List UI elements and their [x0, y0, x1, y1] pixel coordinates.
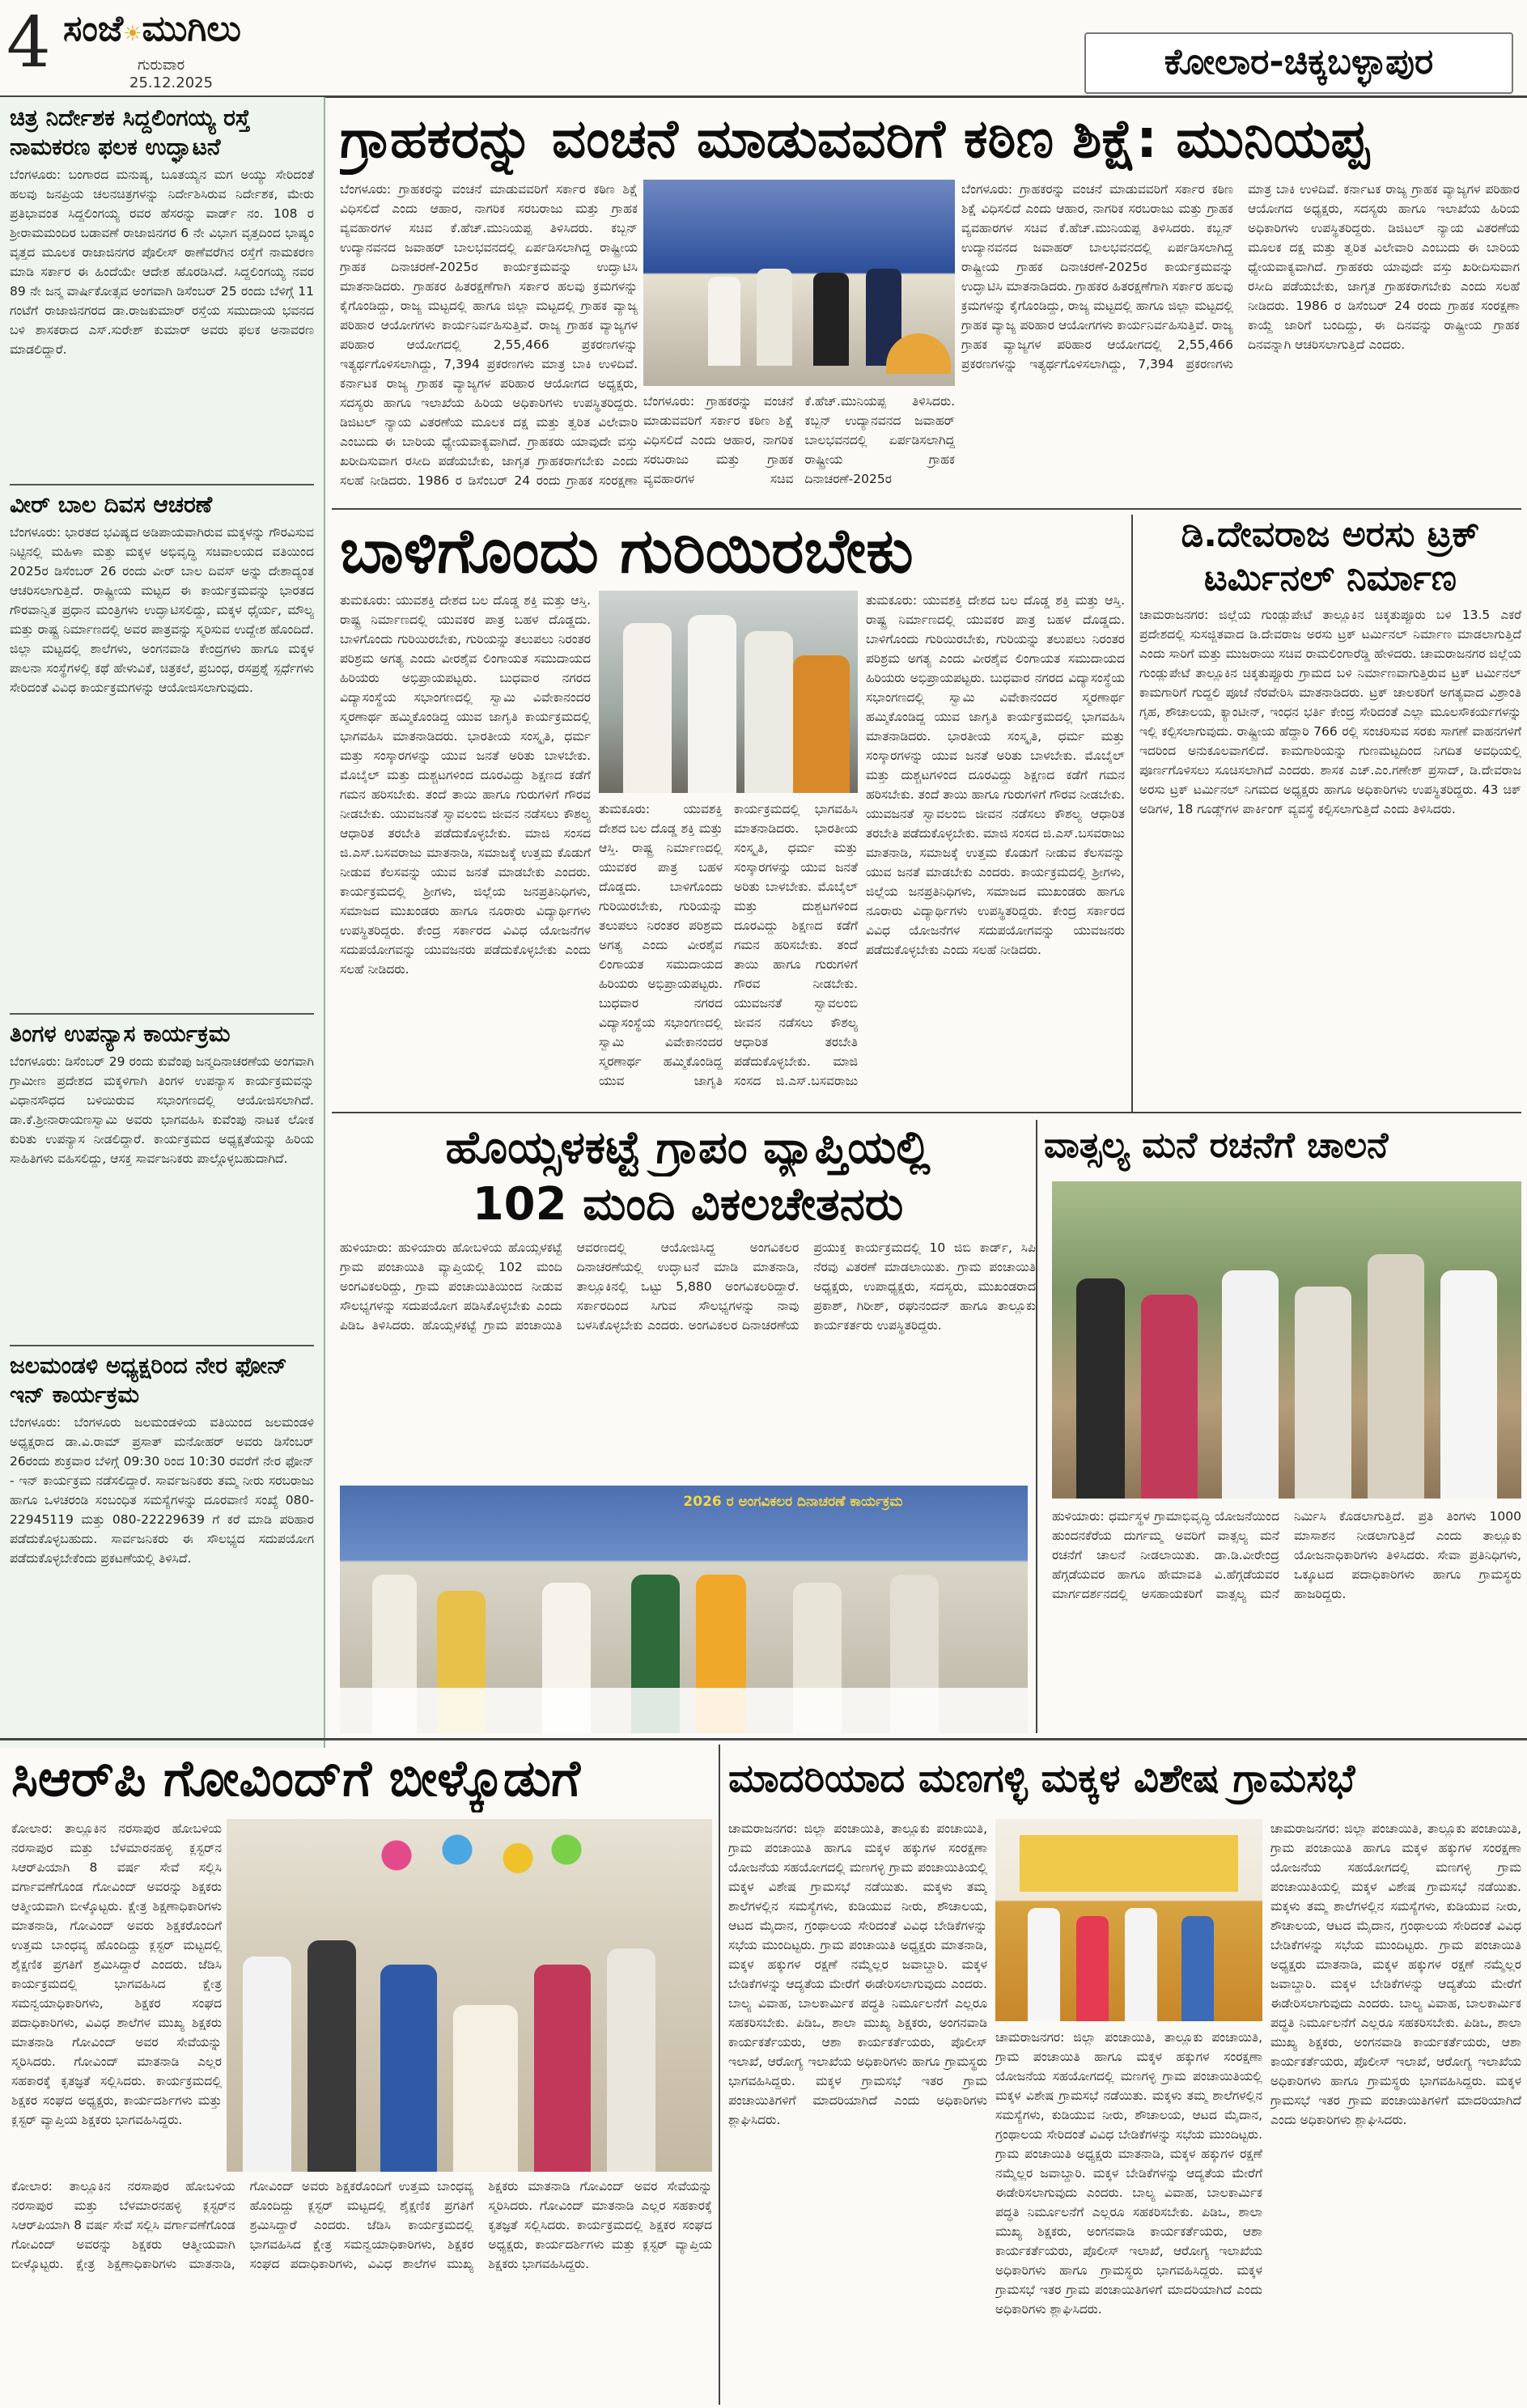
brief-body-3: ಬೆಂಗಳೂರು: ಡಿಸೆಂಬರ್ 29 ರಂದು ಕುವೆಂಪು ಜನ್ಮದಿನಾಚರಣೆಯ ಅಂಗವಾಗಿ ಗ್ರಾಮೀಣ ಪ್ರದೇಶದ ಮಕ್ಕಳಿಗಾಗಿ ತಿಂಗಳ ಉಪನ್ಯಾಸ ಕಾರ್ಯಕ್ರಮವನ್ನು ವಿಧಾನಸೌಧದ ಬಳಿಯಿರುವ ಸಭಾಂಗಣದಲ್ಲಿ ಆಯೋಜಿಸಲಾಗಿದೆ. ಡಾ.ಕೆ.ಶ್ರೀನಾರಾಯಣಸ್ವಾಮಿ ಅವರು ಭಾಗವಹಿಸಿ ಕುವೆಂಪು ನಾಟಕ ಲೋಕ ಕುರಿತು ಉಪನ್ಯಾಸ ನೀಡಲಿದ್ದಾರೆ. ಕಾರ್ಯಕ್ರಮದ ಅಧ್ಯಕ್ಷತೆಯನ್ನು ಹಿರಿಯ ಸಾಹಿತಿಗಳು ವಹಿಸಲಿದ್ದು, ಆಸಕ್ತ ಸಾರ್ವಜನಿಕರು ಪಾಲ್ಗೊಳ್ಳಬಹುದಾಗಿದೆ. — [10, 1054, 314, 1166]
photo-person — [1181, 1916, 1214, 2021]
article-2-body-col2: ತುಮಕೂರು: ಯುವಶಕ್ತಿ ದೇಶದ ಬಲ ದೊಡ್ಡ ಶಕ್ತಿ ಮತ್ತು ಆಸ್ತಿ. ರಾಷ್ಟ್ರ ನಿರ್ಮಾಣದಲ್ಲಿ ಯುವಕರ ಪಾತ್ರ ಬಹಳ ದೊಡ್ಡದು. ಬಾಳಿಗೊಂದು ಗುರಿಯಿರಬೇಕು, ಗುರಿಯನ್ನು ತಲುಪಲು ನಿರಂತರ ಪರಿಶ್ರಮ ಅಗತ್ಯ ಎಂದು ವೀರಶೈವ ಲಿಂಗಾಯತ ಸಮುದಾಯದ ಹಿರಿಯರು ಅಭಿಪ್ರಾಯಪಟ್ಟರು. ಬುಧವಾರ ನಗರದ ವಿದ್ಯಾಸಂಸ್ಥೆಯ ಸಭಾಂಗಣದಲ್ಲಿ ಸ್ವಾಮಿ ವಿವೇಕಾನಂದರ ಸ್ಮರಣಾರ್ಥ ಹಮ್ಮಿಕೊಂಡಿದ್ದ ಯುವ ಜಾಗೃತಿ ಕಾರ್ಯಕ್ರಮದಲ್ಲಿ ಭಾಗವಹಿಸಿ ಮಾತನಾಡಿದರು. ಭಾರತೀಯ ಸಂಸ್ಕೃತಿ, ಧರ್ಮ ಮತ್ತು ಸಂಸ್ಕಾರಗಳನ್ನು ಯುವ ಜನತೆ ಅರಿತು ಬಾಳಬೇಕು. ಮೊಬೈಲ್ ಮತ್ತು ದುಶ್ಚಟಗಳಿಂದ ದೂರವಿದ್ದು ಶಿಕ್ಷಣದ ಕಡೆಗೆ ಗಮನ ಹರಿಸಬೇಕು. ತಂದೆ ತಾಯಿ ಹಾಗೂ ಗುರುಗಳಿಗೆ ಗೌರವ ನೀಡಬೇಕು. ಯುವಜನತೆ ಸ್ವಾವಲಂಬಿ ಜೀವನ ನಡೆಸಲು ಕೌಶಲ್ಯ ಆಧಾರಿತ ತರಬೇತಿ ಪಡೆದುಕೊಳ್ಳಬೇಕು. ಮಾಜಿ ಸಂಸದ ಜಿ.ಎಸ್.ಬಸವರಾಜು — [599, 802, 858, 1088]
photo-person — [623, 623, 672, 793]
column-divider — [719, 1745, 720, 2405]
column-divider — [1036, 1120, 1037, 1733]
issue-date: 25.12.2025 — [129, 74, 214, 91]
brief-headline-2: ವೀರ್ ಬಾಲ ದಿವಸ ಆಚರಣೆ — [10, 491, 213, 518]
brand-box — [63, 8, 306, 57]
photo-person — [1295, 1287, 1351, 1499]
article-6-body: ಕೋಲಾರ: ತಾಲ್ಲೂಕಿನ ನರಸಾಪುರ ಹೋಬಳಿಯ ನರಸಾಪುರ ಮತ್ತು ಬೆಳಮಾರನಹಳ್ಳಿ ಕ್ಲಸ್ಟರ್‌ನ ಸಿಆರ್‌ಪಿಯಾಗಿ 8 ವರ್ಷ ಸೇವೆ ಸಲ್ಲಿಸಿ ವರ್ಗಾವಣೆಗೊಂಡ ಗೋವಿಂದ್ ಅವರನ್ನು ಶಿಕ್ಷಕರು ಆತ್ಮೀಯವಾಗಿ ಬೀಳ್ಕೊಟ್ಟರು. ಕ್ಷೇತ್ರ ಶಿಕ್ಷಣಾಧಿಕಾರಿಗಳು ಮಾತನಾಡಿ, ಗೋವಿಂದ್ ಅವರು ಶಿಕ್ಷಕರೊಂದಿಗೆ ಉತ್ತಮ ಬಾಂಧವ್ಯ ಹೊಂದಿದ್ದು ಕ್ಲಸ್ಟರ್ ಮಟ್ಟದಲ್ಲಿ ಶೈಕ್ಷಣಿಕ ಪ್ರಗತಿಗೆ ಶ್ರಮಿಸಿದ್ದಾರೆ ಎಂದರು. ಜೆಡಿಸಿ ಕಾರ್ಯಕ್ರಮದಲ್ಲಿ ಭಾಗವಹಿಸಿದ ಕ್ಷೇತ್ರ ಸಮನ್ವಯಾಧಿಕಾರಿಗಳು, ಶಿಕ್ಷಕರ ಸಂಘದ ಪದಾಧಿಕಾರಿಗಳು, ವಿವಿಧ ಶಾಲೆಗಳ ಮುಖ್ಯ ಶಿಕ್ಷಕರು ಮಾತನಾಡಿ ಗೋವಿಂದ್ ಅವರ ಸೇವೆಯನ್ನು ಸ್ಮರಿಸಿದರು. ಗೋವಿಂದ್ ಮಾತನಾಡಿ ಎಲ್ಲರ ಸಹಕಾರಕ್ಕೆ ಕೃತಜ್ಞತೆ ಸಲ್ಲಿಸಿದರು. ಕಾರ್ಯಕ್ರಮದಲ್ಲಿ ಶಿಕ್ಷಕರ ಸಂಘದ ಅಧ್ಯಕ್ಷರು, ಕಾರ್ಯದರ್ಶಿಗಳು ಮತ್ತು ಕ್ಲಸ್ಟರ್ ವ್ಯಾಪ್ತಿಯ ಶಿಕ್ಷಕರು ಭಾಗವಹಿಸಿದ್ದರು. — [11, 2179, 712, 2271]
brief-body-4: ಬೆಂಗಳೂರು: ಬೆಂಗಳೂರು ಜಲಮಂಡಳಿಯ ವತಿಯಿಂದ ಜಲಮಂಡಳಿ ಅಧ್ಯಕ್ಷರಾದ ಡಾ.ವಿ.ರಾಮ್ ಪ್ರಸಾತ್ ಮನೋಹರ್ ಅವರು ಡಿಸೆಂಬರ್ 26ರಂದು ಶುಕ್ರವಾರ ಬೆಳಿಗ್ಗೆ 09:30 ರಿಂದ 10:30 ರವರೆಗೆ ನೇರ ಫೋನ್ - ಇನ್ ಕಾರ್ಯಕ್ರಮ ನಡೆಸಲಿದ್ದಾರೆ. ಸಾರ್ವಜನಿಕರು ತಮ್ಮ ನೀರು ಸರಬರಾಜು ಹಾಗೂ ಒಳಚರಂಡಿ ಸಂಬಂಧಿತ ಸಮಸ್ಯೆಗಳನ್ನು ದೂರವಾಣಿ ಸಂಖ್ಯೆ 080-22945119 ಮತ್ತು 080-22229639 ಗೆ ಕರೆ ಮಾಡಿ ಪರಿಹಾರ ಪಡೆದುಕೊಳ್ಳಬಹುದು. ಸಾರ್ವಜನಿಕರು ಈ ಸೌಲಭ್ಯದ ಸದುಪಯೋಗ ಪಡೆದುಕೊಳ್ಳಬೇಕೆಂದು ಪ್ರಕಟಣೆಯಲ್ಲಿ ತಿಳಿಸಿದೆ. — [10, 1415, 314, 1566]
article-5-headline: ವಾತ್ಸಲ್ಯ ಮನೆ ರಚನೆಗೆ ಚಾಲನೆ — [1044, 1125, 1389, 1166]
photo-person — [1125, 1908, 1157, 2021]
photo-person — [243, 1956, 291, 2172]
article-2-body-col1: ತುಮಕೂರು: ಯುವಶಕ್ತಿ ದೇಶದ ಬಲ ದೊಡ್ಡ ಶಕ್ತಿ ಮತ್ತು ಆಸ್ತಿ. ರಾಷ್ಟ್ರ ನಿರ್ಮಾಣದಲ್ಲಿ ಯುವಕರ ಪಾತ್ರ ಬಹಳ ದೊಡ್ಡದು. ಬಾಳಿಗೊಂದು ಗುರಿಯಿರಬೇಕು, ಗುರಿಯನ್ನು ತಲುಪಲು ನಿರಂತರ ಪರಿಶ್ರಮ ಅಗತ್ಯ ಎಂದು ವೀರಶೈವ ಲಿಂಗಾಯತ ಸಮುದಾಯದ ಹಿರಿಯರು ಅಭಿಪ್ರಾಯಪಟ್ಟರು. ಬುಧವಾರ ನಗರದ ವಿದ್ಯಾಸಂಸ್ಥೆಯ ಸಭಾಂಗಣದಲ್ಲಿ ಸ್ವಾಮಿ ವಿವೇಕಾನಂದರ ಸ್ಮರಣಾರ್ಥ ಹಮ್ಮಿಕೊಂಡಿದ್ದ ಯುವ ಜಾಗೃತಿ ಕಾರ್ಯಕ್ರಮದಲ್ಲಿ ಭಾಗವಹಿಸಿ ಮಾತನಾಡಿದರು. ಭಾರತೀಯ ಸಂಸ್ಕೃತಿ, ಧರ್ಮ ಮತ್ತು ಸಂಸ್ಕಾರಗಳನ್ನು ಯುವ ಜನತೆ ಅರಿತು ಬಾಳಬೇಕು. ಮೊಬೈಲ್ ಮತ್ತು ದುಶ್ಚಟಗಳಿಂದ ದೂರವಿದ್ದು ಶಿಕ್ಷಣದ ಕಡೆಗೆ ಗಮನ ಹರಿಸಬೇಕು. ತಂದೆ ತಾಯಿ ಹಾಗೂ ಗುರುಗಳಿಗೆ ಗೌರವ ನೀಡಬೇಕು. ಯುವಜನತೆ ಸ್ವಾವಲಂಬಿ ಜೀವನ ನಡೆಸಲು ಕೌಶಲ್ಯ ಆಧಾರಿತ ತರಬೇತಿ ಪಡೆದುಕೊಳ್ಳಬೇಕು. ಮಾಜಿ ಸಂಸದ ಜಿ.ಎಸ್.ಬಸವರಾಜು ಮಾತನಾಡಿ, ಸಮಾಜಕ್ಕೆ ಉತ್ತಮ ಕೊಡುಗೆ ನೀಡುವ ಕೆಲಸವನ್ನು ಯುವ ಜನತೆ ಮಾಡಬೇಕು ಎಂದರು. ಕಾರ್ಯಕ್ರಮದಲ್ಲಿ ಶ್ರೀಗಳು, ಜಿಲ್ಲೆಯ ಜನಪ್ರತಿನಿಧಿಗಳು, ಸಮಾಜದ ಮುಖಂಡರು ಹಾಗೂ ನೂರಾರು ವಿದ್ಯಾರ್ಥಿಗಳು ಉಪಸ್ಥಿತರಿದ್ದರು. ಕೇಂದ್ರ ಸರ್ಕಾರದ ವಿವಿಧ ಯೋಜನೆಗಳ ಸದುಪಯೋಗವನ್ನು ಯುವಜನರು ಪಡೆದುಕೊಳ್ಳಬೇಕು ಎಂದು ಸಲಹೆ ನೀಡಿದರು. — [340, 593, 591, 977]
article-3-headline-text: ಡಿ.ದೇವರಾಜ ಅರಸು ಟ್ರಕ್ ಟರ್ಮಿನಲ್ ನಿರ್ಮಾಣ — [1181, 514, 1480, 599]
section-divider — [0, 1738, 1527, 1740]
photo-swamiji — [793, 655, 850, 793]
article-2-headline: ಬಾಳಿಗೊಂದು ಗುರಿಯಿರಬೇಕು — [340, 515, 914, 587]
article-3-headline — [1139, 513, 1521, 600]
photo-person — [1440, 1270, 1497, 1499]
photo-person — [1368, 1254, 1424, 1499]
article-7-body-col3: ಚಾಮರಾಜನಗರ: ಜಿಲ್ಲಾ ಪಂಚಾಯಿತಿ, ತಾಲ್ಲೂಕು ಪಂಚಾಯಿತಿ, ಗ್ರಾಮ ಪಂಚಾಯಿತಿ ಹಾಗೂ ಮಕ್ಕಳ ಹಕ್ಕುಗಳ ಸಂರಕ್ಷಣಾ ಯೋಜನೆಯ ಸಹಯೋಗದಲ್ಲಿ ಮಣಗಳ್ಳಿ ಗ್ರಾಮ ಪಂಚಾಯಿತಿಯಲ್ಲಿ ಮಕ್ಕಳ ವಿಶೇಷ ಗ್ರಾಮಸಭೆ ನಡೆಯಿತು. ಮಕ್ಕಳು ತಮ್ಮ ಶಾಲೆಗಳಲ್ಲಿನ ಸಮಸ್ಯೆಗಳು, ಕುಡಿಯುವ ನೀರು, ಶೌಚಾಲಯ, ಆಟದ ಮೈದಾನ, ಗ್ರಂಥಾಲಯ ಸೇರಿದಂತೆ ವಿವಿಧ ಬೇಡಿಕೆಗಳನ್ನು ಸಭೆಯ ಮುಂದಿಟ್ಟರು. ಗ್ರಾಮ ಪಂಚಾಯಿತಿ ಅಧ್ಯಕ್ಷರು ಮಾತನಾಡಿ, ಮಕ್ಕಳ ಹಕ್ಕುಗಳ ರಕ್ಷಣೆ ನಮ್ಮೆಲ್ಲರ ಜವಾಬ್ದಾರಿ. ಮಕ್ಕಳ ಬೇಡಿಕೆಗಳನ್ನು ಆದ್ಯತೆಯ ಮೇರೆಗೆ ಈಡೇರಿಸಲಾಗುವುದು ಎಂದರು. ಬಾಲ್ಯ ವಿವಾಹ, ಬಾಲಕಾರ್ಮಿಕ ಪದ್ಧತಿ ನಿರ್ಮೂಲನೆಗೆ ಎಲ್ಲರೂ ಸಹಕರಿಸಬೇಕು. ಪಿಡಿಒ, ಶಾಲಾ ಮುಖ್ಯ ಶಿಕ್ಷಕರು, ಅಂಗನವಾಡಿ ಕಾರ್ಯಕರ್ತೆಯರು, ಆಶಾ ಕಾರ್ಯಕರ್ತೆಯರು, ಪೊಲೀಸ್ ಇಲಾಖೆ, ಆರೋಗ್ಯ ಇಲಾಖೆಯ ಅಧಿಕಾರಿಗಳು ಹಾಗೂ ಗ್ರಾಮಸ್ಥರು ಭಾಗವಹಿಸಿದ್ದರು. ಮಕ್ಕಳ ಗ್ರಾಮಸಭೆ ಇತರ ಗ್ರಾಮ ಪಂಚಾಯಿತಿಗಳಿಗೆ ಮಾದರಿಯಾಗಿದೆ ಎಂದು ಅಧಿಕಾರಿಗಳು ಶ್ಲಾಘಿಸಿದರು. — [1270, 1821, 1521, 2127]
brand-name-part1: ಸಂಜೆ — [63, 8, 124, 49]
article-1-body-right: ಬೆಂಗಳೂರು: ಗ್ರಾಹಕರನ್ನು ವಂಚನೆ ಮಾಡುವವರಿಗೆ ಸರ್ಕಾರ ಕಠಿಣ ಶಿಕ್ಷೆ ವಿಧಿಸಲಿದೆ ಎಂದು ಆಹಾರ, ನಾಗರಿಕ ಸರಬರಾಜು ಮತ್ತು ಗ್ರಾಹಕ ವ್ಯವಹಾರಗಳ ಸಚಿವ ಕೆ.ಹೆಚ್.ಮುನಿಯಪ್ಪ ತಿಳಿಸಿದರು. ಕಬ್ಬನ್ ಉದ್ಯಾನವನದ ಜವಾಹರ್ ಬಾಲಭವನದಲ್ಲಿ ಏರ್ಪಡಿಸಲಾಗಿದ್ದ ರಾಷ್ಟ್ರೀಯ ಗ್ರಾಹಕ ದಿನಾಚರಣೆ-2025ರ ಕಾರ್ಯಕ್ರಮವನ್ನು ಉದ್ಘಾಟಿಸಿ ಮಾತನಾಡಿದರು. ಗ್ರಾಹಕರ ಹಿತರಕ್ಷಣೆಗಾಗಿ ಸರ್ಕಾರ ಹಲವು ಕ್ರಮಗಳನ್ನು ಕೈಗೊಂಡಿದ್ದು, ರಾಜ್ಯ ಮಟ್ಟದಲ್ಲಿ ಹಾಗೂ ಜಿಲ್ಲಾ ಮಟ್ಟದಲ್ಲಿ ಗ್ರಾಹಕ ವ್ಯಾಜ್ಯ ಪರಿಹಾರ ಆಯೋಗಗಳು ಕಾರ್ಯನಿರ್ವಹಿಸುತ್ತಿವೆ. ರಾಜ್ಯ ಗ್ರಾಹಕ ವ್ಯಾಜ್ಯಗಳ ಪರಿಹಾರ ಆಯೋಗದಲ್ಲಿ 2,55,466 ಪ್ರಕರಣಗಳನ್ನು ಇತ್ಯರ್ಥಗೊಳಿಸಲಾಗಿದ್ದು, 7,394 ಪ್ರಕರಣಗಳು ಮಾತ್ರ ಬಾಕಿ ಉಳಿದಿವೆ. ಕರ್ನಾಟಕ ರಾಜ್ಯ ಗ್ರಾಹಕ ವ್ಯಾಜ್ಯಗಳ ಪರಿಹಾರ ಆಯೋಗದ ಅಧ್ಯಕ್ಷರು, ಸದಸ್ಯರು ಹಾಗೂ ಇಲಾಖೆಯ ಹಿರಿಯ ಅಧಿಕಾರಿಗಳು ಉಪಸ್ಥಿತರಿದ್ದರು. ಡಿಜಿಟಲ್ ನ್ಯಾಯ ವಿತರಣೆಯ ಮೂಲಕ ದಕ್ಷ ಮತ್ತು ತ್ವರಿತ ವಿಲೇವಾರಿ ಎಂಬುದು ಈ ಬಾರಿಯ ಧ್ಯೇಯವಾಕ್ಯವಾಗಿದೆ. ಗ್ರಾಹಕರು ಯಾವುದೇ ವಸ್ತು ಖರೀದಿಸುವಾಗ ರಸೀದಿ ಪಡೆಯಬೇಕು, ಜಾಗೃತ ಗ್ರಾಹಕರಾಗಬೇಕು ಎಂದು ಸಲಹೆ ನೀಡಿದರು. 1986 ರ ಡಿಸೆಂಬರ್ 24 ರಂದು ಗ್ರಾಹಕ ಸಂರಕ್ಷಣಾ ಕಾಯ್ದೆ ಜಾರಿಗೆ ಬಂದಿದ್ದು, ಈ ದಿನವನ್ನು ರಾಷ್ಟ್ರೀಯ ಗ್ರಾಹಕ ದಿನವನ್ನಾಗಿ ಆಚರಿಸಲಾಗುತ್ತಿದೆ ಎಂದರು. — [961, 182, 1520, 371]
article-2-photo — [599, 591, 858, 793]
article-4-headline-line1: ಹೊಯ್ಸಳಕಟ್ಟೆ ಗ್ರಾಪಂ ವ್ಯಾಪ್ತಿಯಲ್ಲಿ — [445, 1121, 931, 1174]
brand-name-part2: ಮುಗಿಲು — [142, 8, 241, 49]
photo-person — [534, 1965, 591, 2172]
photo-person — [607, 1948, 655, 2172]
brief-body-1: ಬೆಂಗಳೂರು: ಬಂಗಾರದ ಮನುಷ್ಯ, ಬೂತಯ್ಯನ ಮಗ ಅಯ್ಯು ಸೇರಿದಂತೆ ಹಲವು ಜನಪ್ರಿಯ ಚಲನಚಿತ್ರಗಳನ್ನು ನಿರ್ದೇಶಿಸಿರುವ ನಿರ್ದೇಶಕ, ಮೇರು ಪ್ರತಿಭಾವಂತ ಸಿದ್ದಲಿಂಗಯ್ಯ ರವರ ಹೆಸರನ್ನು ವಾರ್ಡ್ ನಂ. 108 ರ ಶ್ರೀರಾಮಮಂದಿರ ಬಡಾವಣೆ ರಾಜಾಜಿನಗರ 6 ನೇ ವಿಭಾಗ ವೃತ್ತದಿಂದ ಭಾಷ್ಯಂ ವೃತ್ತದ ಮೂಲಕ ರಾಜಾಜಿನಗರ ಪೊಲೀಸ್ ಠಾಣೆವರೆಗಿನ ರಸ್ತೆಗೆ ನಾಮಕರಣ ಮಾಡಿ ಸರ್ಕಾರ ಈ ಹಿಂದೆಯೇ ಆದೇಶ ಹೊರಡಿಸಿದೆ. ಸಿದ್ದಲಿಂಗಯ್ಯ ನವರ 89 ನೇ ಜನ್ಮ ವಾರ್ಷಿಕೋತ್ಸವ ಅಂಗವಾಗಿ ಡಿಸೆಂಬರ್ 25 ರಂದು ಬೆಳಿಗ್ಗೆ 11 ಗಂಟೆಗೆ ರಾಜಾಜಿನಗರದ ಡಾ.ರಾಜಕುಮಾರ್ ರಸ್ತೆಯ ಸಮುದಾಯ ಭವನದ ಬಳಿ ಶಾಸಕರಾದ ಎಸ್.ಸುರೇಶ್ ಕುಮಾರ್ ಅವರು ಫಲಕ ಅನಾವರಣ ಮಾಡಲಿದ್ದಾರೆ. — [10, 167, 314, 357]
photo-person — [813, 273, 849, 366]
section-divider — [332, 508, 1521, 510]
brief-headline-3: ತಿಂಗಳ ಉಪನ್ಯಾಸ ಕಾರ್ಯಕ್ರಮ — [10, 1020, 231, 1047]
photo-person — [380, 1965, 437, 2172]
article-6-photo — [227, 1819, 712, 2172]
article-2-body-col3: ತುಮಕೂರು: ಯುವಶಕ್ತಿ ದೇಶದ ಬಲ ದೊಡ್ಡ ಶಕ್ತಿ ಮತ್ತು ಆಸ್ತಿ. ರಾಷ್ಟ್ರ ನಿರ್ಮಾಣದಲ್ಲಿ ಯುವಕರ ಪಾತ್ರ ಬಹಳ ದೊಡ್ಡದು. ಬಾಳಿಗೊಂದು ಗುರಿಯಿರಬೇಕು, ಗುರಿಯನ್ನು ತಲುಪಲು ನಿರಂತರ ಪರಿಶ್ರಮ ಅಗತ್ಯ ಎಂದು ವೀರಶೈವ ಲಿಂಗಾಯತ ಸಮುದಾಯದ ಹಿರಿಯರು ಅಭಿಪ್ರಾಯಪಟ್ಟರು. ಬುಧವಾರ ನಗರದ ವಿದ್ಯಾಸಂಸ್ಥೆಯ ಸಭಾಂಗಣದಲ್ಲಿ ಸ್ವಾಮಿ ವಿವೇಕಾನಂದರ ಸ್ಮರಣಾರ್ಥ ಹಮ್ಮಿಕೊಂಡಿದ್ದ ಯುವ ಜಾಗೃತಿ ಕಾರ್ಯಕ್ರಮದಲ್ಲಿ ಭಾಗವಹಿಸಿ ಮಾತನಾಡಿದರು. ಭಾರತೀಯ ಸಂಸ್ಕೃತಿ, ಧರ್ಮ ಮತ್ತು ಸಂಸ್ಕಾರಗಳನ್ನು ಯುವ ಜನತೆ ಅರಿತು ಬಾಳಬೇಕು. ಮೊಬೈಲ್ ಮತ್ತು ದುಶ್ಚಟಗಳಿಂದ ದೂರವಿದ್ದು ಶಿಕ್ಷಣದ ಕಡೆಗೆ ಗಮನ ಹರಿಸಬೇಕು. ತಂದೆ ತಾಯಿ ಹಾಗೂ ಗುರುಗಳಿಗೆ ಗೌರವ ನೀಡಬೇಕು. ಯುವಜನತೆ ಸ್ವಾವಲಂಬಿ ಜೀವನ ನಡೆಸಲು ಕೌಶಲ್ಯ ಆಧಾರಿತ ತರಬೇತಿ ಪಡೆದುಕೊಳ್ಳಬೇಕು. ಮಾಜಿ ಸಂಸದ ಜಿ.ಎಸ್.ಬಸವರಾಜು ಮಾತನಾಡಿ, ಸಮಾಜಕ್ಕೆ ಉತ್ತಮ ಕೊಡುಗೆ ನೀಡುವ ಕೆಲಸವನ್ನು ಯುವ ಜನತೆ ಮಾಡಬೇಕು ಎಂದರು. ಕಾರ್ಯಕ್ರಮದಲ್ಲಿ ಶ್ರೀಗಳು, ಜಿಲ್ಲೆಯ ಜನಪ್ರತಿನಿಧಿಗಳು, ಸಮಾಜದ ಮುಖಂಡರು ಹಾಗೂ ನೂರಾರು ವಿದ್ಯಾರ್ಥಿಗಳು ಉಪಸ್ಥಿತರಿದ್ದರು. ಕೇಂದ್ರ ಸರ್ಕಾರದ ವಿವಿಧ ಯೋಜನೆಗಳ ಸದುಪಯೋಗವನ್ನು ಯುವಜನರು ಪಡೆದುಕೊಳ್ಳಬೇಕು ಎಂದು ಸಲಹೆ ನೀಡಿದರು. — [866, 593, 1125, 957]
article-6-body-col1: ಕೋಲಾರ: ತಾಲ್ಲೂಕಿನ ನರಸಾಪುರ ಹೋಬಳಿಯ ನರಸಾಪುರ ಮತ್ತು ಬೆಳಮಾರನಹಳ್ಳಿ ಕ್ಲಸ್ಟರ್‌ನ ಸಿಆರ್‌ಪಿಯಾಗಿ 8 ವರ್ಷ ಸೇವೆ ಸಲ್ಲಿಸಿ ವರ್ಗಾವಣೆಗೊಂಡ ಗೋವಿಂದ್ ಅವರನ್ನು ಶಿಕ್ಷಕರು ಆತ್ಮೀಯವಾಗಿ ಬೀಳ್ಕೊಟ್ಟರು. ಕ್ಷೇತ್ರ ಶಿಕ್ಷಣಾಧಿಕಾರಿಗಳು ಮಾತನಾಡಿ, ಗೋವಿಂದ್ ಅವರು ಶಿಕ್ಷಕರೊಂದಿಗೆ ಉತ್ತಮ ಬಾಂಧವ್ಯ ಹೊಂದಿದ್ದು ಕ್ಲಸ್ಟರ್ ಮಟ್ಟದಲ್ಲಿ ಶೈಕ್ಷಣಿಕ ಪ್ರಗತಿಗೆ ಶ್ರಮಿಸಿದ್ದಾರೆ ಎಂದರು. ಜೆಡಿಸಿ ಕಾರ್ಯಕ್ರಮದಲ್ಲಿ ಭಾಗವಹಿಸಿದ ಕ್ಷೇತ್ರ ಸಮನ್ವಯಾಧಿಕಾರಿಗಳು, ಶಿಕ್ಷಕರ ಸಂಘದ ಪದಾಧಿಕಾರಿಗಳು, ವಿವಿಧ ಶಾಲೆಗಳ ಮುಖ್ಯ ಶಿಕ್ಷಕರು ಮಾತನಾಡಿ ಗೋವಿಂದ್ ಅವರ ಸೇವೆಯನ್ನು ಸ್ಮರಿಸಿದರು. ಗೋವಿಂದ್ ಮಾತನಾಡಿ ಎಲ್ಲರ ಸಹಕಾರಕ್ಕೆ ಕೃತಜ್ಞತೆ ಸಲ್ಲಿಸಿದರು. ಕಾರ್ಯಕ್ರಮದಲ್ಲಿ ಶಿಕ್ಷಕರ ಸಂಘದ ಅಧ್ಯಕ್ಷರು, ಕಾರ್ಯದರ್ಶಿಗಳು ಮತ್ತು ಕ್ಲಸ್ಟರ್ ವ್ಯಾಪ್ತಿಯ ಶಿಕ್ಷಕರು ಭಾಗವಹಿಸಿದ್ದರು. — [11, 1821, 222, 2127]
weekday: ಗುರುವಾರ — [138, 57, 185, 74]
article-1-headline: ಗ್ರಾಹಕರನ್ನು ವಂಚನೆ ಮಾಡುವವರಿಗೆ ಕಠಿಣ ಶಿಕ್ಷೆ: ಮುನಿಯಪ್ಪ — [340, 108, 1369, 170]
photo-person — [1028, 1908, 1060, 2021]
brief-divider — [10, 484, 314, 485]
sun-palm-logo-icon: ☀ — [123, 22, 142, 46]
article-4-headline-line2: 102 ಮಂದಿ ವಿಕಲಚೇತನರು — [472, 1178, 904, 1231]
brief-divider — [10, 1345, 314, 1346]
article-7-headline: ಮಾದರಿಯಾದ ಮಣಗಳ್ಳಿ ಮಕ್ಕಳ ವಿಶೇಷ ಗ್ರಾಮಸಭೆ — [728, 1756, 1355, 1801]
article-5-body: ಹುಳಿಯಾರು: ಧರ್ಮಸ್ಥಳ ಗ್ರಾಮಾಭಿವೃದ್ಧಿ ಯೋಜನೆಯಿಂದ ಹುಂದನಕೆರೆಯ ದುರ್ಗಮ್ಮ ಅವರಿಗೆ ವಾತ್ಸಲ್ಯ ಮನೆ ರಚನೆಗೆ ಚಾಲನೆ ನೀಡಲಾಯಿತು. ಡಾ.ಡಿ.ವೀರೇಂದ್ರ ಹೆಗ್ಗಡೆಯವರ ಹಾಗೂ ಹೇಮಾವತಿ ವಿ.ಹೆಗ್ಗಡೆಯವರ ಮಾರ್ಗದರ್ಶನದಲ್ಲಿ ಅಸಹಾಯಕರಿಗೆ ವಾತ್ಸಲ್ಯ ಮನೆ ನಿರ್ಮಿಸಿ ಕೊಡಲಾಗುತ್ತಿದೆ. ಪ್ರತಿ ತಿಂಗಳು 1000 ಮಾಸಾಶನ ನೀಡಲಾಗುತ್ತಿದೆ ಎಂದು ತಾಲ್ಲೂಕು ಯೋಜನಾಧಿಕಾರಿಗಳು ತಿಳಿಸಿದರು. ಸೇವಾ ಪ್ರತಿನಿಧಿಗಳು, ಒಕ್ಕೂಟದ ಪದಾಧಿಕಾರಿಗಳು ಹಾಗೂ ಗ್ರಾಮಸ್ಥರು ಹಾಜರಿದ್ದರು. — [1052, 1509, 1521, 1601]
article-4-photo — [340, 1486, 1028, 1733]
masthead — [0, 0, 1527, 97]
photo-person — [308, 1940, 356, 2172]
column-divider — [1131, 515, 1133, 1112]
photo-person — [1141, 1295, 1198, 1499]
article-3-body: ಚಾಮರಾಜನಗರ: ಜಿಲ್ಲೆಯ ಗುಂಡ್ಲುಪೇಟೆ ತಾಲ್ಲೂಕಿನ ಚಿಕ್ಕತುಪ್ಪೂರು ಬಳಿ 13.5 ಎಕರೆ ಪ್ರದೇಶದಲ್ಲಿ ಸುಸಜ್ಜಿತವಾದ ಡಿ.ದೇವರಾಜ ಅರಸು ಟ್ರಕ್ ಟರ್ಮಿನಲ್ ನಿರ್ಮಾಣ ಮಾಡಲಾಗುತ್ತಿದೆ ಎಂದು ಸಾರಿಗೆ ಮತ್ತು ಮುಜರಾಯಿ ಸಚಿವ ರಾಮಲಿಂಗಾರೆಡ್ಡಿ ಹೇಳಿದರು. ಚಾಮರಾಜನಗರ ಜಿಲ್ಲೆಯ ಗುಂಡ್ಲುಪೇಟೆ ತಾಲ್ಲೂಕಿನ ಚಿಕ್ಕತುಪ್ಪೂರು ಗ್ರಾಮದ ಬಳಿ ನಿರ್ಮಾಣವಾಗುತ್ತಿರುವ ಟ್ರಕ್ ಟರ್ಮಿನಲ್ ಕಾಮಗಾರಿಗೆ ಗುದ್ದಲಿ ಪೂಜೆ ನೆರವೇರಿಸಿ ಮಾತನಾಡಿದರು. ಟ್ರಕ್ ಚಾಲಕರಿಗೆ ಅಗತ್ಯವಾದ ವಿಶ್ರಾಂತಿ ಗೃಹ, ಶೌಚಾಲಯ, ಕ್ಯಾಂಟೀನ್, ಇಂಧನ ಭರ್ತಿ ಕೇಂದ್ರ ಸೇರಿದಂತೆ ಎಲ್ಲಾ ಮೂಲಸೌಕರ್ಯಗಳನ್ನು ಇಲ್ಲಿ ಕಲ್ಪಿಸಲಾಗುವುದು. ರಾಷ್ಟ್ರೀಯ ಹೆದ್ದಾರಿ 766 ರಲ್ಲಿ ಸಂಚರಿಸುವ ಸರಕು ಸಾಗಣೆ ವಾಹನಗಳಿಗೆ ಇದರಿಂದ ಅನುಕೂಲವಾಗಲಿದೆ. ಕಾಮಗಾರಿಯನ್ನು ಗುಣಮಟ್ಟದಿಂದ ನಿಗದಿತ ಅವಧಿಯಲ್ಲಿ ಪೂರ್ಣಗೊಳಿಸಲು ಸೂಚಿಸಲಾಗಿದೆ ಎಂದರು. ಶಾಸಕ ಎಚ್.ಎಂ.ಗಣೇಶ್ ಪ್ರಸಾದ್, ಡಿ.ದೇವರಾಜ ಅರಸು ಟ್ರಕ್ ಟರ್ಮಿನಲ್ ನಿಗಮದ ಅಧ್ಯಕ್ಷರು ಹಾಗೂ ಅಧಿಕಾರಿಗಳು ಉಪಸ್ಥಿತರಿದ್ದರು. 43 ಚಿಕ್ ಅಡಿಗಳ, 18 ಗೂಡ್ಸ್‌ಗಳ ಪಾರ್ಕಿಂಗ್ ವ್ಯವಸ್ಥೆ ಕಲ್ಪಿಸಲಾಗುತ್ತಿದೆ ಎಂದು ತಿಳಿಸಿದರು. — [1139, 608, 1521, 816]
photo-person — [1076, 1278, 1125, 1499]
photo-stage-backdrop — [1020, 1835, 1238, 1892]
photo-person — [744, 631, 793, 793]
photo-person — [1076, 1916, 1109, 2021]
article-7-body-col2: ಚಾಮರಾಜನಗರ: ಜಿಲ್ಲಾ ಪಂಚಾಯಿತಿ, ತಾಲ್ಲೂಕು ಪಂಚಾಯಿತಿ, ಗ್ರಾಮ ಪಂಚಾಯಿತಿ ಹಾಗೂ ಮಕ್ಕಳ ಹಕ್ಕುಗಳ ಸಂರಕ್ಷಣಾ ಯೋಜನೆಯ ಸಹಯೋಗದಲ್ಲಿ ಮಣಗಳ್ಳಿ ಗ್ರಾಮ ಪಂಚಾಯಿತಿಯಲ್ಲಿ ಮಕ್ಕಳ ವಿಶೇಷ ಗ್ರಾಮಸಭೆ ನಡೆಯಿತು. ಮಕ್ಕಳು ತಮ್ಮ ಶಾಲೆಗಳಲ್ಲಿನ ಸಮಸ್ಯೆಗಳು, ಕುಡಿಯುವ ನೀರು, ಶೌಚಾಲಯ, ಆಟದ ಮೈದಾನ, ಗ್ರಂಥಾಲಯ ಸೇರಿದಂತೆ ವಿವಿಧ ಬೇಡಿಕೆಗಳನ್ನು ಸಭೆಯ ಮುಂದಿಟ್ಟರು. ಗ್ರಾಮ ಪಂಚಾಯಿತಿ ಅಧ್ಯಕ್ಷರು ಮಾತನಾಡಿ, ಮಕ್ಕಳ ಹಕ್ಕುಗಳ ರಕ್ಷಣೆ ನಮ್ಮೆಲ್ಲರ ಜವಾಬ್ದಾರಿ. ಮಕ್ಕಳ ಬೇಡಿಕೆಗಳನ್ನು ಆದ್ಯತೆಯ ಮೇರೆಗೆ ಈಡೇರಿಸಲಾಗುವುದು ಎಂದರು. ಬಾಲ್ಯ ವಿವಾಹ, ಬಾಲಕಾರ್ಮಿಕ ಪದ್ಧತಿ ನಿರ್ಮೂಲನೆಗೆ ಎಲ್ಲರೂ ಸಹಕರಿಸಬೇಕು. ಪಿಡಿಒ, ಶಾಲಾ ಮುಖ್ಯ ಶಿಕ್ಷಕರು, ಅಂಗನವಾಡಿ ಕಾರ್ಯಕರ್ತೆಯರು, ಆಶಾ ಕಾರ್ಯಕರ್ತೆಯರು, ಪೊಲೀಸ್ ಇಲಾಖೆ, ಆರೋಗ್ಯ ಇಲಾಖೆಯ ಅಧಿಕಾರಿಗಳು ಹಾಗೂ ಗ್ರಾಮಸ್ಥರು ಭಾಗವಹಿಸಿದ್ದರು. ಮಕ್ಕಳ ಗ್ರಾಮಸಭೆ ಇತರ ಗ್ರಾಮ ಪಂಚಾಯಿತಿಗಳಿಗೆ ಮಾದರಿಯಾಗಿದೆ ಎಂದು ಅಧಿಕಾರಿಗಳು ಶ್ಲಾಘಿಸಿದರು. — [995, 2030, 1262, 2317]
article-1-body-mid: ಬೆಂಗಳೂರು: ಗ್ರಾಹಕರನ್ನು ವಂಚನೆ ಮಾಡುವವರಿಗೆ ಸರ್ಕಾರ ಕಠಿಣ ಶಿಕ್ಷೆ ವಿಧಿಸಲಿದೆ ಎಂದು ಆಹಾರ, ನಾಗರಿಕ ಸರಬರಾಜು ಮತ್ತು ಗ್ರಾಹಕ ವ್ಯವಹಾರಗಳ ಸಚಿವ ಕೆ.ಹೆಚ್.ಮುನಿಯಪ್ಪ ತಿಳಿಸಿದರು. ಕಬ್ಬನ್ ಉದ್ಯಾನವನದ ಜವಾಹರ್ ಬಾಲಭವನದಲ್ಲಿ ಏರ್ಪಡಿಸಲಾಗಿದ್ದ ರಾಷ್ಟ್ರೀಯ ಗ್ರಾಹಕ ದಿನಾಚರಣೆ-2025ರ — [643, 394, 955, 486]
photo-person — [688, 615, 736, 793]
photo-table — [340, 1688, 1028, 1733]
section-divider — [332, 1112, 1521, 1113]
article-1-body-left: ಬೆಂಗಳೂರು: ಗ್ರಾಹಕರನ್ನು ವಂಚನೆ ಮಾಡುವವರಿಗೆ ಸರ್ಕಾರ ಕಠಿಣ ಶಿಕ್ಷೆ ವಿಧಿಸಲಿದೆ ಎಂದು ಆಹಾರ, ನಾಗರಿಕ ಸರಬರಾಜು ಮತ್ತು ಗ್ರಾಹಕ ವ್ಯವಹಾರಗಳ ಸಚಿವ ಕೆ.ಹೆಚ್.ಮುನಿಯಪ್ಪ ತಿಳಿಸಿದರು. ಕಬ್ಬನ್ ಉದ್ಯಾನವನದ ಜವಾಹರ್ ಬಾಲಭವನದಲ್ಲಿ ಏರ್ಪಡಿಸಲಾಗಿದ್ದ ರಾಷ್ಟ್ರೀಯ ಗ್ರಾಹಕ ದಿನಾಚರಣೆ-2025ರ ಕಾರ್ಯಕ್ರಮವನ್ನು ಉದ್ಘಾಟಿಸಿ ಮಾತನಾಡಿದರು. ಗ್ರಾಹಕರ ಹಿತರಕ್ಷಣೆಗಾಗಿ ಸರ್ಕಾರ ಹಲವು ಕ್ರಮಗಳನ್ನು ಕೈಗೊಂಡಿದ್ದು, ರಾಜ್ಯ ಮಟ್ಟದಲ್ಲಿ ಹಾಗೂ ಜಿಲ್ಲಾ ಮಟ್ಟದಲ್ಲಿ ಗ್ರಾಹಕ ವ್ಯಾಜ್ಯ ಪರಿಹಾರ ಆಯೋಗಗಳು ಕಾರ್ಯನಿರ್ವಹಿಸುತ್ತಿವೆ. ರಾಜ್ಯ ಗ್ರಾಹಕ ವ್ಯಾಜ್ಯಗಳ ಪರಿಹಾರ ಆಯೋಗದಲ್ಲಿ 2,55,466 ಪ್ರಕರಣಗಳನ್ನು ಇತ್ಯರ್ಥಗೊಳಿಸಲಾಗಿದ್ದು, 7,394 ಪ್ರಕರಣಗಳು ಮಾತ್ರ ಬಾಕಿ ಉಳಿದಿವೆ. ಕರ್ನಾಟಕ ರಾಜ್ಯ ಗ್ರಾಹಕ ವ್ಯಾಜ್ಯಗಳ ಪರಿಹಾರ ಆಯೋಗದ ಅಧ್ಯಕ್ಷರು, ಸದಸ್ಯರು ಹಾಗೂ ಇಲಾಖೆಯ ಹಿರಿಯ ಅಧಿಕಾರಿಗಳು ಉಪಸ್ಥಿತರಿದ್ದರು. ಡಿಜಿಟಲ್ ನ್ಯಾಯ ವಿತರಣೆಯ ಮೂಲಕ ದಕ್ಷ ಮತ್ತು ತ್ವರಿತ ವಿಲೇವಾರಿ ಎಂಬುದು ಈ ಬಾರಿಯ ಧ್ಯೇಯವಾಕ್ಯವಾಗಿದೆ. ಗ್ರಾಹಕರು ಯಾವುದೇ ವಸ್ತು ಖರೀದಿಸುವಾಗ ರಸೀದಿ ಪಡೆಯಬೇಕು, ಜಾಗೃತ ಗ್ರಾಹಕರಾಗಬೇಕು ಎಂದು ಸಲಹೆ ನೀಡಿದರು. 1986 ರ ಡಿಸೆಂಬರ್ 24 ರಂದು ಗ್ರಾಹಕ ಸಂರಕ್ಷಣಾ — [340, 182, 638, 488]
photo-person — [708, 277, 740, 366]
brief-headline-1: ಚಿತ್ರ ನಿರ್ದೇಶಕ ಸಿದ್ದಲಿಂಗಯ್ಯ ರಸ್ತೆ ನಾಮಕರಣ ಫಲಕ ಉದ್ಘಾಟನೆ — [10, 104, 251, 160]
region-label: ಕೋಲಾರ-ಚಿಕ್ಕಬಳ್ಳಾಪುರ — [1084, 32, 1513, 94]
left-news-column — [0, 97, 325, 1748]
article-1-photo — [643, 180, 955, 386]
brief-divider — [10, 1013, 314, 1015]
photo-person — [1222, 1270, 1279, 1499]
page-number: 4 — [6, 8, 51, 83]
photo-stage-banner: 2026 ರ ಅಂಗವಿಕಲರ ದಿನಾಚರಣೆ ಕಾರ್ಯಕ್ರಮ — [683, 1494, 903, 1510]
photo-person — [757, 269, 792, 366]
article-6-headline: ಸಿಆರ್‌ಪಿ ಗೋವಿಂದ್‌ಗೆ ಬೀಳ್ಕೊಡುಗೆ — [11, 1749, 581, 1808]
article-5-photo — [1052, 1181, 1521, 1499]
brief-body-2: ಬೆಂಗಳೂರು: ಭಾರತದ ಭವಿಷ್ಯದ ಅಡಿಪಾಯವಾಗಿರುವ ಮಕ್ಕಳನ್ನು ಗೌರವಿಸುವ ನಿಟ್ಟಿನಲ್ಲಿ ಮಹಿಳಾ ಮತ್ತು ಮಕ್ಕಳ ಅಭಿವೃದ್ಧಿ ಸಚಿವಾಲಯದ ವತಿಯಿಂದ 2025ರ ಡಿಸೆಂಬರ್ 26 ರಂದು ವೀರ್ ಬಾಲ ದಿವಸ್ ಅನ್ನು ದೇಶಾದ್ಯಂತ ಆಚರಿಸಲಾಗುತ್ತಿದೆ. ರಾಷ್ಟ್ರೀಯ ಮಟ್ಟದ ಈ ಕಾರ್ಯಕ್ರಮವನ್ನು ಭಾರತದ ಗೌರವಾನ್ವಿತ ಪ್ರಧಾನ ಮಂತ್ರಿಗಳು ಉದ್ಘಾಟಿಸಲಿದ್ದು, ಮಕ್ಕಳ ಧೈರ್ಯ, ಮೌಲ್ಯ ಮತ್ತು ರಾಷ್ಟ್ರ ನಿರ್ಮಾಣದಲ್ಲಿ ಅವರ ಪಾತ್ರವನ್ನು ಸ್ಮರಿಸುವ ಉದ್ದೇಶ ಹೊಂದಿದೆ. ಜಿಲ್ಲಾ ಮಟ್ಟದಲ್ಲಿ ಶಾಲೆಗಳು, ಅಂಗನವಾಡಿ ಕೇಂದ್ರಗಳು ಹಾಗೂ ಮಕ್ಕಳ ಪಾಲನಾ ಸಂಸ್ಥೆಗಳಲ್ಲಿ ಕಥೆ ಹೇಳುವಿಕೆ, ಚಿತ್ರಕಲೆ, ಪ್ರಬಂಧ, ರಸಪ್ರಶ್ನೆ ಸ್ಪರ್ಧೆಗಳು ಸೇರಿದಂತೆ ವಿವಿಧ ಕಾರ್ಯಕ್ರಮಗಳನ್ನು ಆಯೋಜಿಸಲಾಗುವುದು. — [10, 525, 314, 695]
photo-person — [453, 2005, 518, 2172]
article-7-body-col1: ಚಾಮರಾಜನಗರ: ಜಿಲ್ಲಾ ಪಂಚಾಯಿತಿ, ತಾಲ್ಲೂಕು ಪಂಚಾಯಿತಿ, ಗ್ರಾಮ ಪಂಚಾಯಿತಿ ಹಾಗೂ ಮಕ್ಕಳ ಹಕ್ಕುಗಳ ಸಂರಕ್ಷಣಾ ಯೋಜನೆಯ ಸಹಯೋಗದಲ್ಲಿ ಮಣಗಳ್ಳಿ ಗ್ರಾಮ ಪಂಚಾಯಿತಿಯಲ್ಲಿ ಮಕ್ಕಳ ವಿಶೇಷ ಗ್ರಾಮಸಭೆ ನಡೆಯಿತು. ಮಕ್ಕಳು ತಮ್ಮ ಶಾಲೆಗಳಲ್ಲಿನ ಸಮಸ್ಯೆಗಳು, ಕುಡಿಯುವ ನೀರು, ಶೌಚಾಲಯ, ಆಟದ ಮೈದಾನ, ಗ್ರಂಥಾಲಯ ಸೇರಿದಂತೆ ವಿವಿಧ ಬೇಡಿಕೆಗಳನ್ನು ಸಭೆಯ ಮುಂದಿಟ್ಟರು. ಗ್ರಾಮ ಪಂಚಾಯಿತಿ ಅಧ್ಯಕ್ಷರು ಮಾತನಾಡಿ, ಮಕ್ಕಳ ಹಕ್ಕುಗಳ ರಕ್ಷಣೆ ನಮ್ಮೆಲ್ಲರ ಜವಾಬ್ದಾರಿ. ಮಕ್ಕಳ ಬೇಡಿಕೆಗಳನ್ನು ಆದ್ಯತೆಯ ಮೇರೆಗೆ ಈಡೇರಿಸಲಾಗುವುದು ಎಂದರು. ಬಾಲ್ಯ ವಿವಾಹ, ಬಾಲಕಾರ್ಮಿಕ ಪದ್ಧತಿ ನಿರ್ಮೂಲನೆಗೆ ಎಲ್ಲರೂ ಸಹಕರಿಸಬೇಕು. ಪಿಡಿಒ, ಶಾಲಾ ಮುಖ್ಯ ಶಿಕ್ಷಕರು, ಅಂಗನವಾಡಿ ಕಾರ್ಯಕರ್ತೆಯರು, ಆಶಾ ಕಾರ್ಯಕರ್ತೆಯರು, ಪೊಲೀಸ್ ಇಲಾಖೆ, ಆರೋಗ್ಯ ಇಲಾಖೆಯ ಅಧಿಕಾರಿಗಳು ಹಾಗೂ ಗ್ರಾಮಸ್ಥರು ಭಾಗವಹಿಸಿದ್ದರು. ಮಕ್ಕಳ ಗ್ರಾಮಸಭೆ ಇತರ ಗ್ರಾಮ ಪಂಚಾಯಿತಿಗಳಿಗೆ ಮಾದರಿಯಾಗಿದೆ ಎಂದು ಅಧಿಕಾರಿಗಳು ಶ್ಲಾಘಿಸಿದರು. — [728, 1821, 987, 2127]
photo-balloons — [348, 1827, 591, 1884]
article-4-body: ಹುಳಿಯಾರು: ಹುಳಿಯಾರು ಹೋಬಳಿಯ ಹೊಯ್ಸಳಕಟ್ಟೆ ಗ್ರಾಮ ಪಂಚಾಯಿತಿ ವ್ಯಾಪ್ತಿಯಲ್ಲಿ 102 ಮಂದಿ ಅಂಗವಿಕಲರಿದ್ದು, ಗ್ರಾಮ ಪಂಚಾಯಿತಿಯಿಂದ ನೀಡುವ ಸೌಲಭ್ಯಗಳನ್ನು ಸದುಪಯೋಗ ಪಡಿಸಿಕೊಳ್ಳಬೇಕು ಎಂದು ಪಿಡಿಒ ತಿಳಿಸಿದರು. ಹೊಯ್ಸಳಕಟ್ಟೆ ಗ್ರಾಮ ಪಂಚಾಯಿತಿ ಆವರಣದಲ್ಲಿ ಆಯೋಜಿಸಿದ್ದ ಅಂಗವಿಕಲರ ದಿನಾಚರಣೆಯಲ್ಲಿ ಉದ್ಘಾಟನೆ ಮಾಡಿ ಮಾತನಾಡಿ, ತಾಲ್ಲೂಕಿನಲ್ಲಿ ಒಟ್ಟು 5,880 ಅಂಗವಿಕಲರಿದ್ದಾರೆ. ಸರ್ಕಾರದಿಂದ ಸಿಗುವ ಸೌಲಭ್ಯಗಳನ್ನು ನಾವು ಬಳಸಿಕೊಳ್ಳಬೇಕು ಎಂದರು. ಅಂಗವಿಕಲರ ದಿನಾಚರಣೆಯ ಪ್ರಯುಕ್ತ ಕಾರ್ಯಕ್ರಮದಲ್ಲಿ 10 ಜಿಬಿ ಕಾರ್ಡ್, ಸಿಪಿ ನೆರವು ವಿತರಣೆ ಮಾಡಲಾಯಿತು. ಗ್ರಾಮ ಪಂಚಾಯಿತಿ ಅಧ್ಯಕ್ಷರು, ಉಪಾಧ್ಯಕ್ಷರು, ಸದಸ್ಯರು, ಮುಖಂಡರಾದ ಪ್ರಕಾಶ್, ಗಿರೀಶ್, ರಘುನಂದನ್ ಹಾಗೂ ತಾಲ್ಲೂಕು ಕಾರ್ಯಕರ್ತರು ಉಪಸ್ಥಿತರಿದ್ದರು. — [340, 1240, 1036, 1333]
brief-headline-4: ಜಲಮಂಡಳಿ ಅಧ್ಯಕ್ಷರಿಂದ ನೇರ ಫೋನ್ ಇನ್ ಕಾರ್ಯಕ್ರಮ — [10, 1352, 287, 1408]
article-7-photo — [995, 1819, 1262, 2021]
